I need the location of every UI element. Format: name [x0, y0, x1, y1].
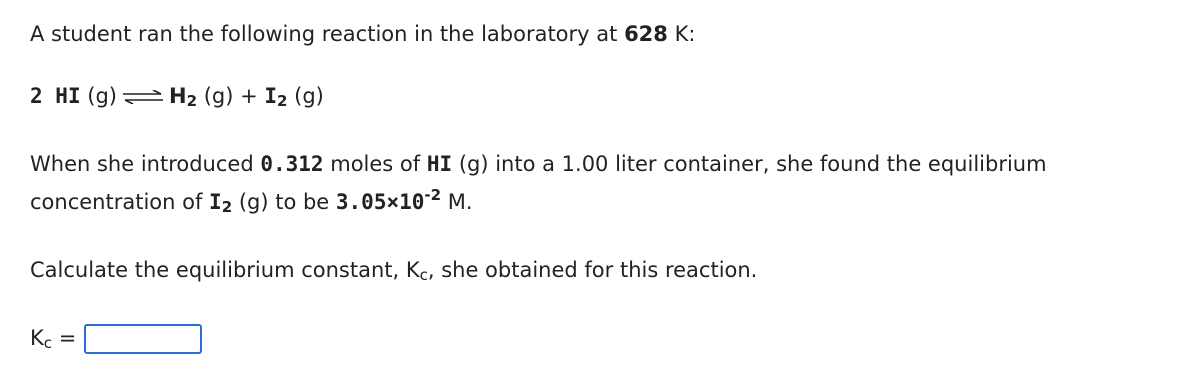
kc-answer-input[interactable] — [84, 324, 202, 354]
moles-value: 0.312 — [260, 152, 324, 176]
question-kc-subscript: c — [419, 266, 428, 284]
intro-line — [30, 22, 695, 46]
product1-subscript: 2 — [186, 92, 198, 110]
answer-label-subscript: c — [43, 334, 53, 352]
equals-sign: = — [52, 326, 77, 350]
product1-formula: H — [169, 84, 187, 108]
species-formula: HI — [426, 152, 453, 176]
problem-text-1: When she introduced — [30, 152, 261, 176]
answer-label: K — [30, 326, 44, 350]
concentration-unit: M. — [441, 190, 473, 214]
temperature-value: 628 — [624, 22, 668, 46]
concentration-exponent: -2 — [424, 186, 442, 204]
problem-text-2: moles of — [323, 152, 427, 176]
question-line — [30, 258, 757, 282]
problem-text-4: concentration of — [30, 190, 210, 214]
temperature-unit: K: — [667, 22, 696, 46]
reactant-state: (g) — [80, 84, 117, 108]
problem-line-2 — [30, 186, 473, 216]
species2-formula: I — [209, 190, 222, 214]
concentration-value: 3.05×10 — [335, 190, 425, 214]
answer-row — [30, 324, 202, 354]
reactant-formula: HI — [55, 84, 81, 108]
product2-state: (g) — [287, 84, 324, 108]
question-text-2: , she obtained for this reaction. — [427, 258, 758, 282]
species2-subscript: 2 — [221, 198, 233, 216]
equilibrium-arrow-icon — [121, 90, 165, 104]
intro-text: A student ran the following reaction in the laboratory at — [30, 22, 625, 46]
product1-state: (g) + — [197, 84, 265, 108]
question-text-1: Calculate the equilibrium constant, K — [30, 258, 420, 282]
reactant-coefficient: 2 — [30, 84, 56, 108]
product2-subscript: 2 — [277, 92, 288, 110]
problem-line-1 — [30, 152, 1047, 176]
reaction-equation — [30, 84, 324, 108]
problem-text-5: (g) to be — [232, 190, 336, 214]
product2-formula: I — [264, 84, 278, 108]
problem-text-3: (g) into a 1.00 liter container, she found the equilibrium — [452, 152, 1047, 176]
